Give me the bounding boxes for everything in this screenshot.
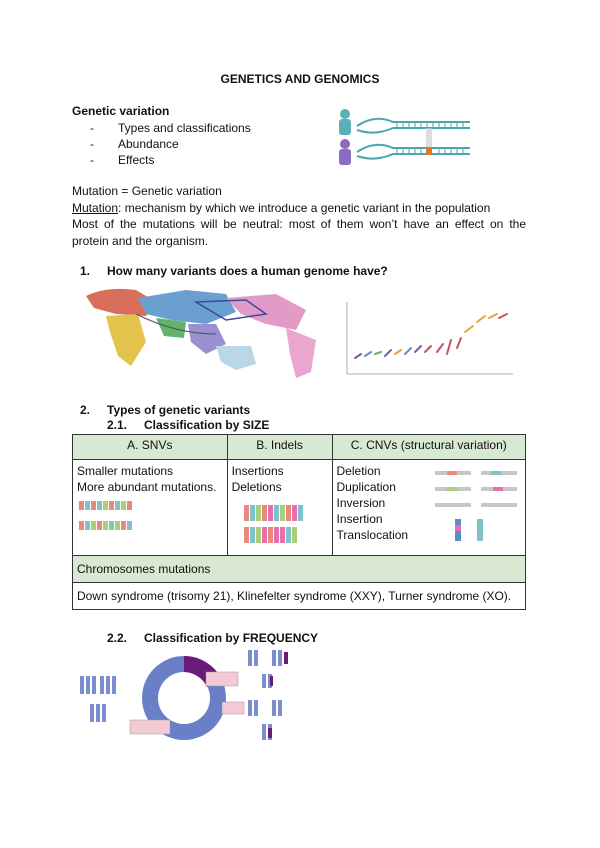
size-classification-table (72, 434, 526, 610)
header-snvs: A. SNVs (73, 435, 228, 460)
table-row (73, 556, 526, 583)
person-icon (340, 109, 350, 119)
indel-sequence-figure (242, 503, 312, 547)
table-row (73, 583, 526, 610)
frequency-figure (76, 646, 306, 750)
genetic-variation-heading: Genetic variation (72, 104, 170, 118)
chromosome-mutations-header: Chromosomes mutations (73, 556, 526, 583)
cnv-line: Translocation (336, 528, 409, 542)
cnv-line: Insertion (336, 512, 383, 526)
header-indels: B. Indels (227, 435, 332, 460)
table-row (73, 460, 526, 556)
cnv-line: Deletion (336, 464, 381, 478)
snv-line: More abundant mutations. (77, 480, 217, 494)
mutation-paragraph (72, 183, 526, 249)
snv-cell (73, 460, 228, 556)
section-2-2-heading: 2.2. Classification by FREQUENCY (107, 631, 319, 645)
mutation-definition: Mutation: mechanism by which we introduce a genetic variant in the population (72, 200, 491, 215)
list-item: - Effects (90, 153, 155, 167)
neutral-line-1: Most of the mutations will be neutral: most of them won’t have an effect on the (72, 217, 526, 231)
list-item: - Types and classifications (90, 121, 251, 135)
genetic-variation-list (72, 120, 251, 168)
snv-line: Smaller mutations (77, 464, 174, 478)
section-2-heading: 2. Types of genetic variants (80, 403, 251, 417)
table-header-row (73, 435, 526, 460)
list-item: - Abundance (90, 137, 179, 151)
mutation-equation: Mutation = Genetic variation (72, 184, 222, 198)
header-cnvs: C. CNVs (structural variation) (332, 435, 525, 460)
person-icon (340, 139, 350, 149)
neutral-line-2: protein and the organism. (72, 233, 209, 248)
cnv-cell (332, 460, 525, 556)
variant-count-plot (333, 296, 523, 382)
cnv-structure-figure (433, 463, 523, 543)
indel-cell (227, 460, 332, 556)
world-migration-map (76, 284, 328, 380)
cnv-line: Duplication (336, 480, 396, 494)
cnv-line: Inversion (336, 496, 386, 510)
page-title: GENETICS AND GENOMICS (220, 72, 380, 86)
variant-dna-figure (335, 106, 475, 166)
snv-sequence-figure (77, 499, 137, 535)
chromosome-examples: Down syndrome (trisomy 21), Klinefelter syndrome (XXY), Turner syndrome (XO). (73, 583, 526, 610)
indel-line: Insertions (231, 464, 284, 478)
indel-line: Deletions (231, 480, 282, 494)
section-2-1-heading: 2.1. Classification by SIZE (107, 418, 270, 432)
section-1-heading: 1. How many variants does a human genome have? (80, 264, 388, 278)
